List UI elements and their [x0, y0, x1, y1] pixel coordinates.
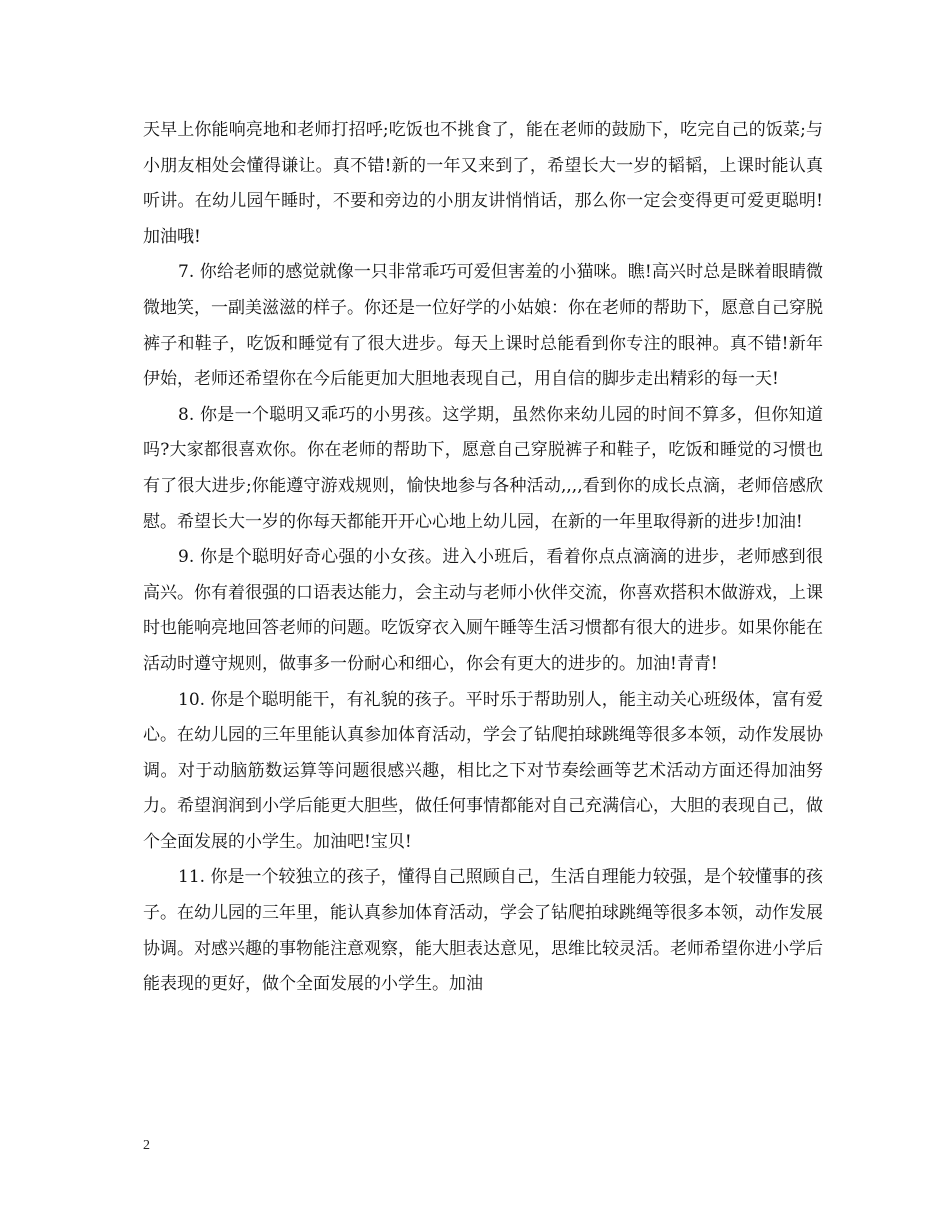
paragraph-item-7: 7. 你给老师的感觉就像一只非常乖巧可爱但害羞的小猫咪。瞧!高兴时总是眯着眼睛微微地笑，一副美滋滋的样子。你还是一位好学的小姑娘：你在老师的帮助下，愿意自己穿脱裤子和鞋子，吃饭和睡觉有了很大进步。每天上课时总能看到你专注的眼神。真不错!新年伊始，老师还希望你在今后能更加大胆地表现自己，用自信的脚步走出精彩的每一天!: [143, 262, 823, 390]
paragraph-item-8: 8. 你是一个聪明又乖巧的小男孩。这学期，虽然你来幼儿园的时间不算多，但你知道吗?大家都很喜欢你。你在老师的帮助下，愿意自己穿脱裤子和鞋子，吃饭和睡觉的习惯也有了很大进步;你能遵守游戏规则，愉快地参与各种活动,,,,看到你的成长点滴，老师倍感欣慰。希望长大一岁的你每天都能开开心心地上幼儿园，在新的一年里取得新的进步!加油!: [143, 404, 823, 532]
paragraph-item-10: 10. 你是个聪明能干，有礼貌的孩子。平时乐于帮助别人，能主动关心班级体，富有爱心。在幼儿园的三年里能认真参加体育活动，学会了钻爬拍球跳绳等很多本领，动作发展协调。对于动脑筋数运算等问题很感兴趣，相比之下对节奏绘画等艺术活动方面还得加油努力。希望润润到小学后能更大胆些，做任何事情都能对自己充满信心，大胆的表现自己，做个全面发展的小学生。加油吧!宝贝!: [143, 689, 823, 852]
paragraph-continuation: 天早上你能响亮地和老师打招呼;吃饭也不挑食了，能在老师的鼓励下，吃完自己的饭菜;与小朋友相处会懂得谦让。真不错!新的一年又来到了，希望长大一岁的韬韬，上课时能认真听讲。在幼儿园午睡时，不要和旁边的小朋友讲悄悄话，那么你一定会变得更可爱更聪明!加油哦!: [143, 120, 823, 247]
page-number: 2: [143, 1138, 150, 1153]
paragraph-item-11: 11. 你是一个较独立的孩子，懂得自己照顾自己，生活自理能力较强，是个较懂事的孩子。在幼儿园的三年里，能认真参加体育活动，学会了钻爬拍球跳绳等很多本领，动作发展协调。对感兴趣的事物能注意观察，能大胆表达意见，思维比较灵活。老师希望你进小学后能表现的更好，做个全面发展的小学生。加油: [143, 867, 823, 995]
paragraph-item-9: 9. 你是个聪明好奇心强的小女孩。进入小班后，看着你点点滴滴的进步，老师感到很高兴。你有着很强的口语表达能力，会主动与老师小伙伴交流，你喜欢搭积木做游戏，上课时也能响亮地回答老师的问题。吃饭穿衣入厕午睡等生活习惯都有很大的进步。如果你能在活动时遵守规则，做事多一份耐心和细心，你会有更大的进步的。加油!青青!: [143, 547, 823, 674]
document-body: [143, 113, 823, 1003]
